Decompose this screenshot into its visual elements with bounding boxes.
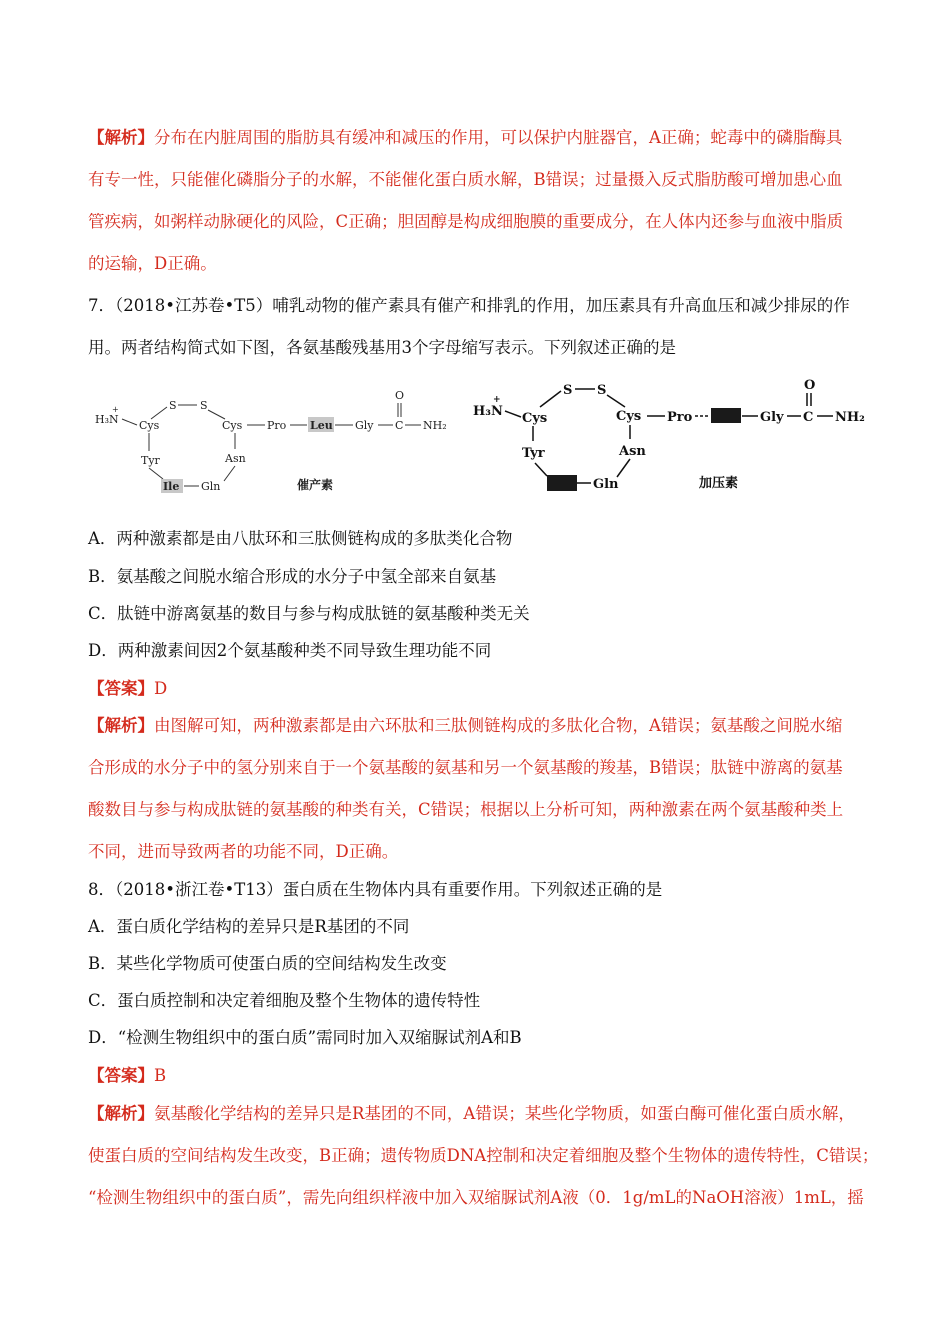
left-ile: Ile [163, 480, 180, 493]
q7-answer-value: D [154, 679, 168, 698]
q7-stem-line-1: 7．（2018•江苏卷•T5）哺乳动物的催产素具有催产和排乳的作用，加压素具有升高血压和减少排尿的作 [88, 296, 850, 315]
q8-analysis-line-2: 使蛋白质的空间结构发生改变，B正确；遗传物质DNA控制和决定着细胞及整个生物体的遗传特性，C错误； [88, 1146, 879, 1165]
q8-option-c: C．蛋白质控制和决定着细胞及整个生物体的遗传特性 [88, 991, 481, 1010]
q7-answer [88, 679, 873, 699]
q6-analysis-tag: 【解析】 [88, 128, 154, 147]
q7-analysis-line-1: 【解析】由图解可知，两种激素都是由六环肽和三肽侧链构成的多肽化合物，A错误；氨基酸之间脱水缩 [88, 716, 843, 735]
q6-analysis-line-4: 的运输，D正确。 [88, 254, 217, 273]
left-plus: + [112, 405, 119, 414]
vasopressin-structure [473, 378, 865, 492]
left-o: O [395, 389, 405, 402]
q7-answer-tag: 【答案】 [88, 679, 154, 698]
left-gln: Gln [201, 480, 221, 493]
left-nh2: NH₂ [423, 419, 447, 432]
q8-answer-value: B [154, 1066, 167, 1085]
right-pro: Pro [667, 410, 693, 425]
right-o: O [804, 378, 816, 393]
left-gly: Gly [355, 419, 374, 432]
left-tyr: Tyr [141, 454, 160, 467]
q8-analysis-line-1: 【解析】氨基酸化学结构的差异只是R基团的不同，A错误；某些化学物质，如蛋白酶可催化蛋白质水解， [88, 1104, 855, 1123]
left-caption: 催产素 [297, 478, 334, 492]
left-h3n: H₃N [95, 413, 119, 426]
left-s1: S [169, 399, 177, 412]
left-cys1: Cys [139, 419, 160, 432]
right-cys1: Cys [522, 411, 548, 426]
q8-option-a: A．蛋白质化学结构的差异只是R基团的不同 [88, 917, 410, 936]
right-asn: Asn [619, 444, 646, 459]
right-cys2: Cys [616, 409, 642, 424]
right-s2: S [597, 383, 607, 398]
left-asn: Asn [225, 452, 246, 465]
q7-analysis-line-4: 不同，进而导致两者的功能不同，D正确。 [88, 842, 399, 861]
left-pro: Pro [267, 419, 287, 432]
q8-answer-tag: 【答案】 [88, 1066, 154, 1085]
right-gln: Gln [593, 477, 619, 492]
right-h3n: H₃N [473, 404, 503, 419]
q7-option-a: A．两种激素都是由八肽环和三肽侧链构成的多肽类化合物 [88, 529, 513, 548]
q6-analysis-line-3: 管疾病，如粥样动脉硬化的风险，C正确；胆固醇是构成细胞膜的重要成分，在人体内还参与血液中脂质 [88, 212, 844, 231]
q7-analysis-line-3: 酸数目与参与构成肽链的氨基酸的种类有关，C错误；根据以上分析可知，两种激素在两个氨基酸种类上 [88, 800, 844, 819]
q8-stem: 8．（2018•浙江卷•T13）蛋白质在生物体内具有重要作用。下列叙述正确的是 [88, 880, 663, 899]
q6-analysis-line-1: 【解析】分布在内脏周围的脂肪具有缓冲和减压的作用，可以保护内脏器官，A正确；蛇毒中的磷脂酶具 [88, 128, 843, 147]
q7-option-d: D．两种激素间因2个氨基酸种类不同导致生理功能不同 [88, 641, 492, 660]
q7-analysis-line-2: 合形成的水分子中的氢分别来自于一个氨基酸的氨基和另一个氨基酸的羧基，B错误；肽链中游离的氨基 [88, 758, 843, 777]
right-gly: Gly [760, 410, 784, 425]
right-caption: 加压素 [699, 476, 739, 491]
q7-option-c: C．肽链中游离氨基的数目与参与构成肽链的氨基酸种类无关 [88, 604, 530, 623]
left-s2: S [200, 399, 208, 412]
right-tyr: Tyr [522, 446, 545, 461]
q8-analysis-line-3: “检测生物组织中的蛋白质”，需先向组织样液中加入双缩脲试剂A液（0．1g/mL的NaOH溶液）1mL，摇 [88, 1188, 864, 1207]
right-s1: S [563, 383, 573, 398]
q7-option-b: B．氨基酸之间脱水缩合形成的水分子中氢全部来自氨基 [88, 567, 497, 586]
q6-analysis-line-2: 有专一性，只能催化磷脂分子的水解，不能催化蛋白质水解，B错误；过量摄入反式脂肪酸可增加患心血 [88, 170, 843, 189]
left-leu: Leu [310, 419, 333, 432]
q8-option-d: D．“检测生物组织中的蛋白质”需同时加入双缩脲试剂A和B [88, 1028, 522, 1047]
q8-option-b: B．某些化学物质可使蛋白质的空间结构发生改变 [88, 954, 447, 973]
q7-structure-figure [85, 375, 875, 505]
q7-analysis-tag: 【解析】 [88, 716, 154, 735]
right-c: C [803, 410, 814, 425]
q7-stem-line-2: 用。两者结构简式如下图，各氨基酸残基用3个字母缩写表示。下列叙述正确的是 [88, 338, 676, 357]
oxytocin-structure [95, 389, 447, 493]
q8-analysis-tag: 【解析】 [88, 1104, 154, 1123]
left-c: C [395, 419, 404, 432]
right-nh2: NH₂ [835, 410, 865, 425]
left-cys2: Cys [222, 419, 243, 432]
right-plus: + [493, 395, 501, 405]
q8-answer [88, 1066, 873, 1086]
